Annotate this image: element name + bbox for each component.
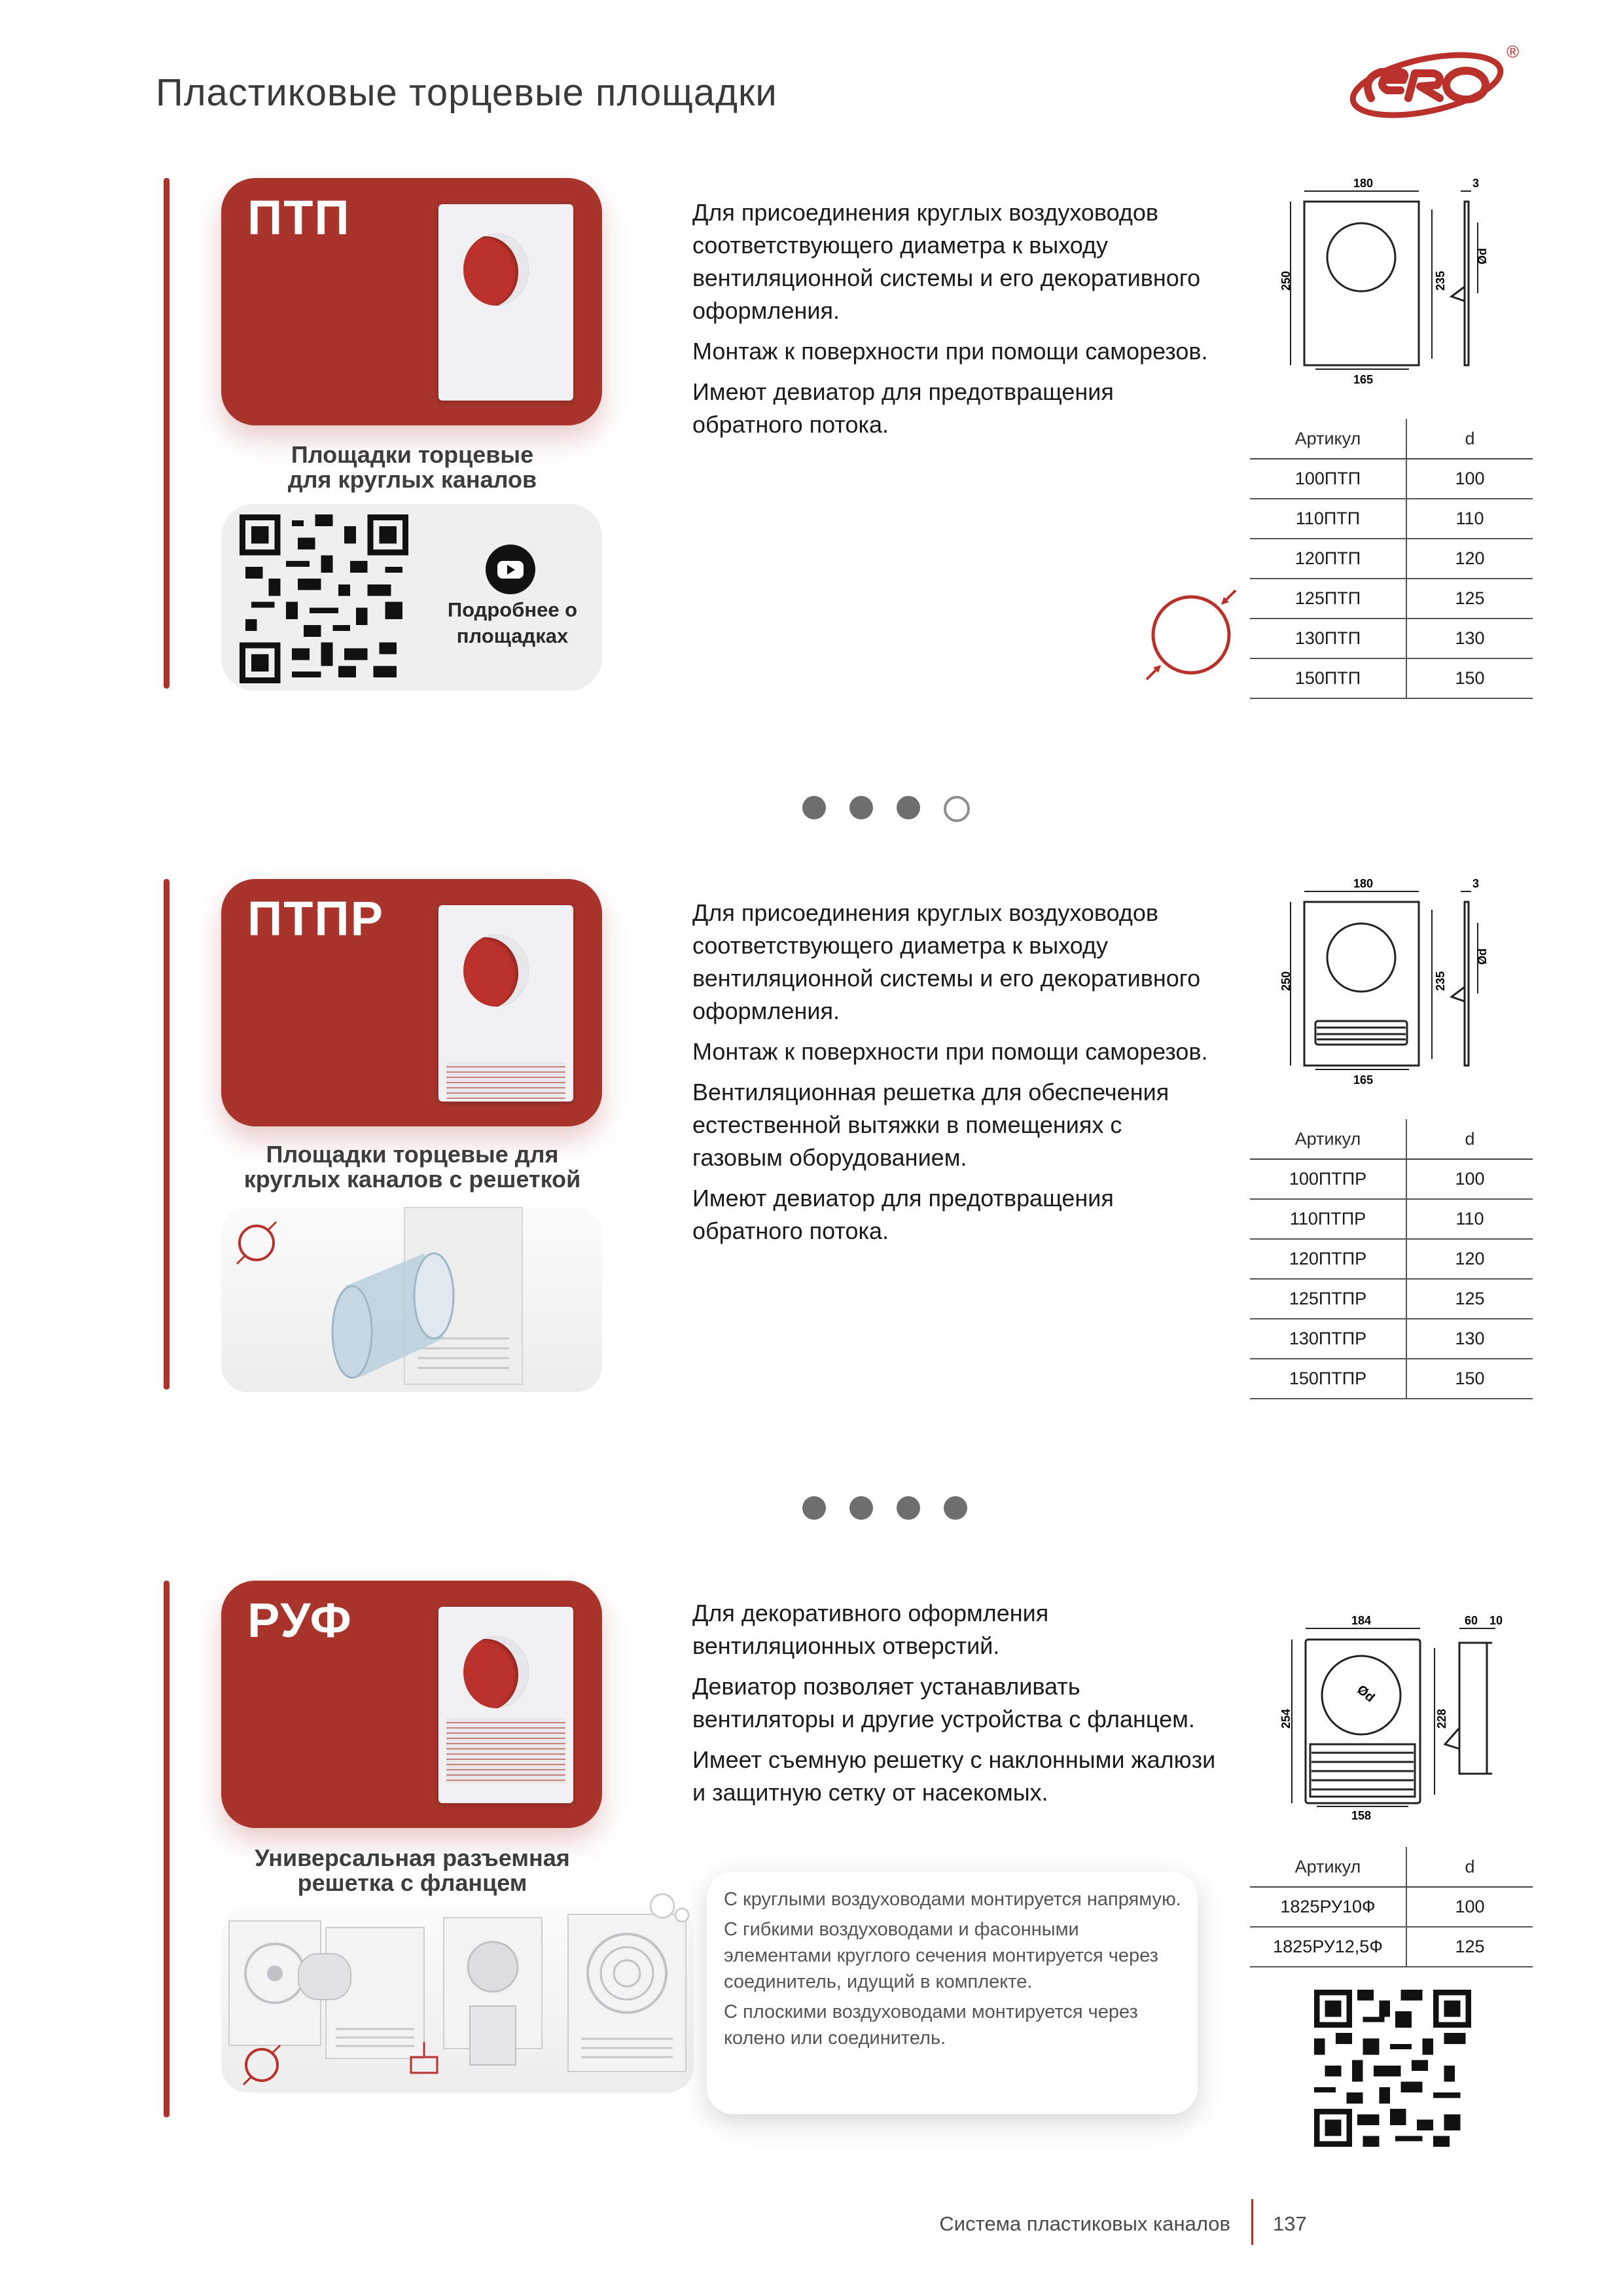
svg-text:235: 235 (1434, 270, 1447, 291)
table-row: 120ПТПР 120 (1250, 1239, 1533, 1279)
installation-variants-photo (221, 1908, 694, 2092)
svg-text:3: 3 (1472, 177, 1480, 190)
product-description: Для присоединения круглых воздуховодов соответствующего диаметра к выходу вентиляционной системы и его декоративного оформления. Монтаж к поверхности при помощи саморезов. Вентиляционная решетка для обеспечения естественной вытяжки в помещениях с газовым оборудованием. Имеют девиатор для предотвращения обратного потока. (692, 899, 1208, 1244)
table-row: 150ПТП 150 (1250, 658, 1533, 698)
svg-text:180: 180 (1353, 877, 1374, 890)
product-card-ruf (221, 1581, 602, 1828)
svg-text:Ød: Ød (1354, 1682, 1378, 1706)
technical-drawing (1270, 1604, 1531, 1826)
diameter-icon (230, 1217, 283, 1269)
svg-text:165: 165 (1353, 1073, 1374, 1086)
product-card-ptp (221, 178, 602, 425)
product-code: ПТПР (247, 891, 384, 946)
footer-divider (1251, 2199, 1253, 2245)
product-description: Для присоединения круглых воздуховодов соответствующего диаметра к выходу вентиляционной системы и его декоративного оформления. Монтаж к поверхности при помощи саморезов. Имеют девиатор для предотвращения обратного потока. (692, 199, 1208, 438)
product-image (438, 204, 573, 401)
table-row: 110ПТПР 110 (1250, 1199, 1533, 1239)
technical-drawing (1275, 175, 1491, 386)
svg-text:250: 250 (1279, 971, 1293, 991)
video-link-label[interactable]: Подробнее о площадках (447, 598, 578, 647)
svg-text:10: 10 (1489, 1614, 1503, 1627)
table-row: 120ПТП 120 (1250, 539, 1533, 579)
table-row: 1825РУ12,5Ф 125 (1250, 1927, 1533, 1967)
youtube-icon[interactable] (484, 543, 537, 596)
product-code: ПТП (247, 190, 351, 245)
svg-text:235: 235 (1434, 971, 1447, 991)
installation-notes: С круглыми воздуховодами монтируется напрямую. С гибкими воздуховодами и фасонными элементами круглого сечения монтируется через соединитель, идущий в комплекте. С плоскими воздуховодами монтируется через колено или соединитель. (707, 1872, 1198, 2114)
diameter-icon (1139, 583, 1243, 687)
table-row: 130ПТПР 130 (1250, 1319, 1533, 1359)
svg-text:158: 158 (1351, 1809, 1372, 1822)
svg-text:60: 60 (1465, 1614, 1478, 1627)
product-subtitle: Универсальная разъемная решетка с фланцем (255, 1844, 570, 1896)
product-photo-panel (221, 1208, 602, 1392)
spec-table: Артикул d 100ПТПР 100 110ПТПР 110 120ПТПР 120 125ПТПР 125 130ПТПР 130 150ПТПР 150 (1250, 1119, 1533, 1399)
svg-text:Ød: Ød (1476, 248, 1489, 264)
table-row: 100ПТП 100 (1250, 459, 1533, 499)
qr-code-icon[interactable] (240, 514, 408, 683)
video-qr-panel[interactable] (221, 504, 602, 691)
product-image (438, 905, 573, 1102)
installation-photos (221, 1908, 694, 2092)
svg-text:250: 250 (1279, 270, 1293, 291)
section-divider-dots (802, 796, 993, 823)
table-row: 100ПТПР 100 (1250, 1159, 1533, 1199)
spec-table: Артикул d 100ПТП 100 110ПТП 110 120ПТП 120 125ПТП 125 130ПТП 130 150ПТП 150 (1250, 419, 1533, 699)
section-divider-dots (802, 1496, 991, 1524)
table-row: 125ПТП 125 (1250, 579, 1533, 619)
product-description: Для декоративного оформления вентиляционных отверстий. Девиатор позволяет устанавливать вентиляторы и другие устройства с фланцем. Имеет съемную решетку с наклонными жалюзи и защитную сетку от насекомых. (692, 1600, 1216, 1806)
table-row: 130ПТП 130 (1250, 619, 1533, 658)
footer-section-name: Система пластиковых каналов (939, 2212, 1230, 2235)
svg-text:180: 180 (1353, 177, 1374, 190)
product-card-ptpr (221, 879, 602, 1126)
svg-text:254: 254 (1279, 1708, 1293, 1729)
brand-logo (1335, 33, 1531, 124)
product-subtitle: Площадки торцевые для круглых каналов с решеткой (243, 1141, 581, 1193)
spec-table: Артикул d 1825РУ10Ф 100 1825РУ12,5Ф 125 (1250, 1847, 1533, 1967)
speech-bubble-dots (648, 1892, 694, 1931)
product-image (438, 1607, 573, 1803)
table-row: 1825РУ10Ф 100 (1250, 1887, 1533, 1927)
technical-drawing (1275, 876, 1491, 1086)
svg-text:228: 228 (1435, 1708, 1448, 1729)
trademark-sign: ® (1507, 42, 1520, 62)
section-accent-bar (164, 879, 169, 1390)
table-row: 125ПТПР 125 (1250, 1279, 1533, 1319)
page-title: Пластиковые торцевые площадки (156, 71, 777, 114)
product-code: РУФ (247, 1593, 353, 1647)
svg-text:3: 3 (1472, 877, 1480, 890)
product-subtitle: Площадки торцевые для круглых каналов (287, 441, 537, 493)
table-row: 150ПТПР 150 (1250, 1359, 1533, 1399)
section-accent-bar (164, 1581, 169, 2117)
page-number: 137 (1273, 2212, 1307, 2235)
section-accent-bar (164, 178, 169, 689)
svg-text:165: 165 (1353, 373, 1374, 386)
qr-code-icon[interactable] (1314, 1990, 1471, 2147)
svg-text:Ød: Ød (1476, 948, 1489, 965)
table-row: 110ПТП 110 (1250, 499, 1533, 539)
svg-text:184: 184 (1351, 1614, 1372, 1627)
